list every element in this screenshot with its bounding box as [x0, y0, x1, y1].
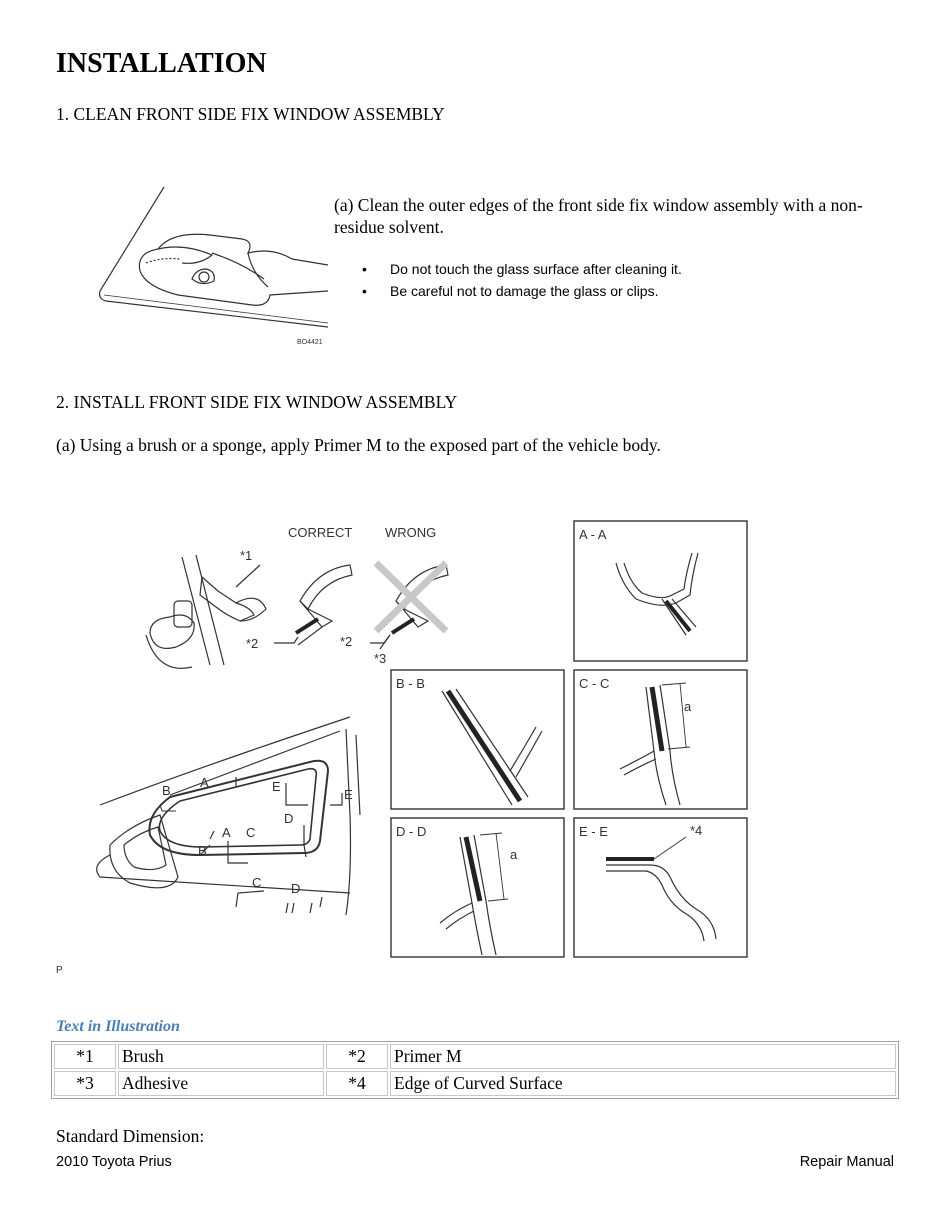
section-marker: C: [246, 825, 256, 840]
callout-edge: *4: [690, 823, 703, 838]
section-label-e: E - E: [579, 824, 608, 839]
hand-outline: [139, 234, 328, 271]
step2-title: 2. INSTALL FRONT SIDE FIX WINDOW ASSEMBLY: [56, 392, 458, 412]
section-marker: B: [198, 843, 207, 858]
legend-text: Adhesive: [118, 1071, 324, 1096]
dimension-label: a: [684, 699, 692, 714]
wrong-profile: [376, 563, 448, 633]
section-marker: A: [222, 825, 231, 840]
dimension-label: a: [510, 847, 518, 862]
section-label-d: D - D: [396, 824, 427, 839]
page-heading: INSTALLATION: [56, 48, 267, 79]
correct-profile: [296, 565, 352, 645]
legend-code: *4: [326, 1071, 388, 1096]
callout-brush: *1: [240, 548, 253, 563]
section-marker: D: [284, 811, 294, 826]
section-label-c: C - C: [579, 676, 610, 691]
section-marker: E: [272, 779, 281, 794]
window-assembly-view: [97, 717, 360, 915]
wrong-label: WRONG: [385, 525, 437, 540]
step1-instruction: (a) Clean the outer edges of the front side fix window assembly with a non-residue solvent.: [334, 195, 863, 237]
legend-code: *1: [54, 1044, 116, 1069]
section-marker: A: [200, 775, 209, 790]
step1-title: 1. CLEAN FRONT SIDE FIX WINDOW ASSEMBLY: [56, 104, 445, 124]
section-marker: C: [252, 875, 262, 890]
cleaning-illustration: [92, 183, 337, 348]
standard-dimension-label: Standard Dimension:: [56, 1126, 205, 1146]
legend-text: Brush: [118, 1044, 324, 1069]
legend-text: Primer M: [390, 1044, 896, 1069]
step1-cautions: [362, 258, 682, 302]
primer-illustration: [50, 515, 760, 980]
table-row: [54, 1044, 896, 1069]
correct-label: CORRECT: [288, 525, 353, 540]
section-marker: E: [344, 787, 353, 802]
legend-text: Edge of Curved Surface: [390, 1071, 896, 1096]
section-marker: D: [291, 881, 301, 896]
caution-item: • Be careful not to damage the glass or clips.: [362, 280, 682, 302]
legend-code: *3: [54, 1071, 116, 1096]
legend-code: *2: [326, 1044, 388, 1069]
section-label-a: A - A: [579, 527, 607, 542]
callout-primer: *2: [340, 634, 353, 649]
section-label-b: B - B: [396, 676, 425, 691]
brush-application: [146, 555, 266, 668]
section-box-a: [574, 521, 747, 661]
figure-code: P: [56, 965, 63, 976]
footer-vehicle: 2010 Toyota Prius: [56, 1154, 172, 1170]
legend-caption: Text in Illustration: [56, 1018, 180, 1035]
footer-manual: Repair Manual: [799, 1154, 894, 1170]
illustration-legend-table: [51, 1041, 899, 1099]
callout-adhesive: *3: [374, 651, 387, 666]
caution-item: • Do not touch the glass surface after cleaning it.: [362, 258, 682, 280]
section-marker: B: [162, 783, 171, 798]
glass-edge: [100, 187, 328, 327]
figure-code: BO4421: [297, 339, 323, 346]
step2-instruction: (a) Using a brush or a sponge, apply Primer M to the exposed part of the vehicle body.: [56, 435, 661, 455]
callout-primer: *2: [246, 636, 259, 651]
table-row: [54, 1071, 896, 1096]
